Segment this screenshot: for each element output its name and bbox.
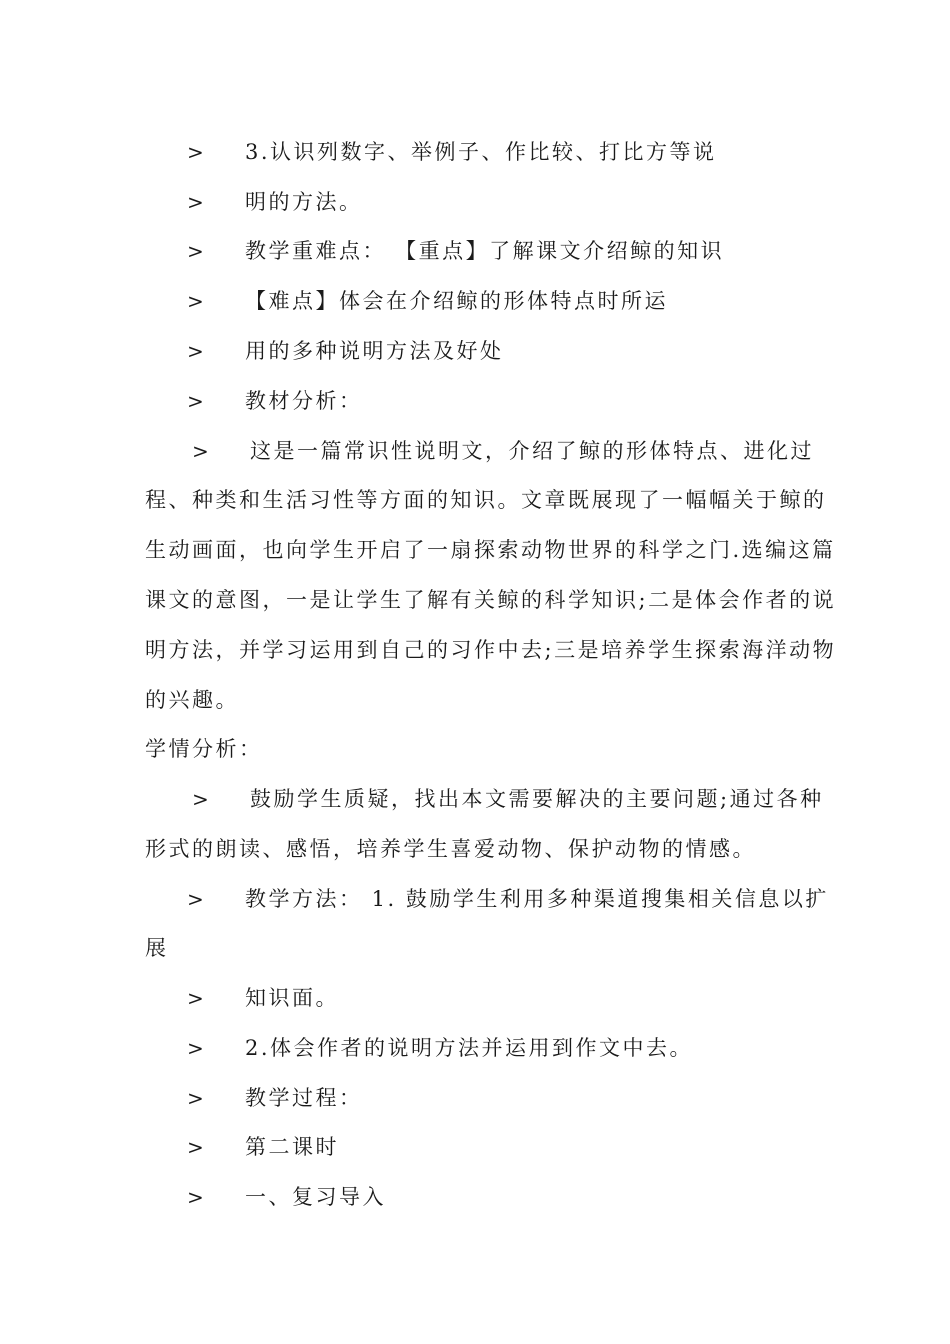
- text-line: 的兴趣。: [145, 688, 239, 712]
- text-line: 这是一篇常识性说明文，介绍了鲸的形体特点、进化过: [250, 439, 814, 463]
- text-line: 第二课时: [245, 1135, 339, 1159]
- text-line: 用的多种说明方法及好处: [245, 339, 504, 363]
- text-line: 生动画面，也向学生开启了一扇探索动物世界的科学之门.选编这篇: [145, 538, 836, 562]
- text-line: 知识面。: [245, 986, 339, 1010]
- bullet-icon: >: [187, 1185, 204, 1209]
- section-heading: 学情分析：: [145, 737, 263, 761]
- bullet-icon: >: [187, 986, 204, 1010]
- text-line: 3.认识列数字、举例子、作比较、打比方等说: [245, 140, 717, 164]
- text-line: 展: [145, 936, 169, 960]
- bullet-icon: >: [187, 1036, 204, 1060]
- bullet-icon: >: [192, 787, 209, 811]
- bullet-icon: >: [187, 1086, 204, 1110]
- bullet-icon: >: [187, 190, 204, 214]
- bullet-icon: >: [192, 439, 209, 463]
- text-line: 形式的朗读、感悟，培养学生喜爱动物、保护动物的情感。: [145, 837, 756, 861]
- text-line: 鼓励学生质疑，找出本文需要解决的主要问题;通过各种: [250, 787, 824, 811]
- bullet-icon: >: [187, 289, 204, 313]
- text-line: 2.体会作者的说明方法并运用到作文中去。: [245, 1036, 694, 1060]
- text-line: 一、复习导入: [245, 1185, 386, 1209]
- bullet-icon: >: [187, 339, 204, 363]
- text-line: 教学方法： 1. 鼓励学生利用多种渠道搜集相关信息以扩: [245, 887, 829, 911]
- text-line: 明方法，并学习运用到自己的习作中去;三是培养学生探索海洋动物: [145, 638, 837, 662]
- text-line: 教学重难点： 【重点】了解课文介绍鲸的知识: [245, 239, 725, 263]
- text-line: 程、种类和生活习性等方面的知识。文章既展现了一幅幅关于鲸的: [145, 488, 827, 512]
- text-line: 【难点】体会在介绍鲸的形体特点时所运: [245, 289, 668, 313]
- bullet-icon: >: [187, 1135, 204, 1159]
- text-line: 教学过程：: [245, 1086, 363, 1110]
- bullet-icon: >: [187, 887, 204, 911]
- bullet-icon: >: [187, 239, 204, 263]
- text-line: 明的方法。: [245, 190, 363, 214]
- bullet-icon: >: [187, 140, 204, 164]
- bullet-icon: >: [187, 389, 204, 413]
- text-line: 课文的意图，一是让学生了解有关鲸的科学知识;二是体会作者的说: [145, 588, 837, 612]
- text-line: 教材分析：: [245, 389, 363, 413]
